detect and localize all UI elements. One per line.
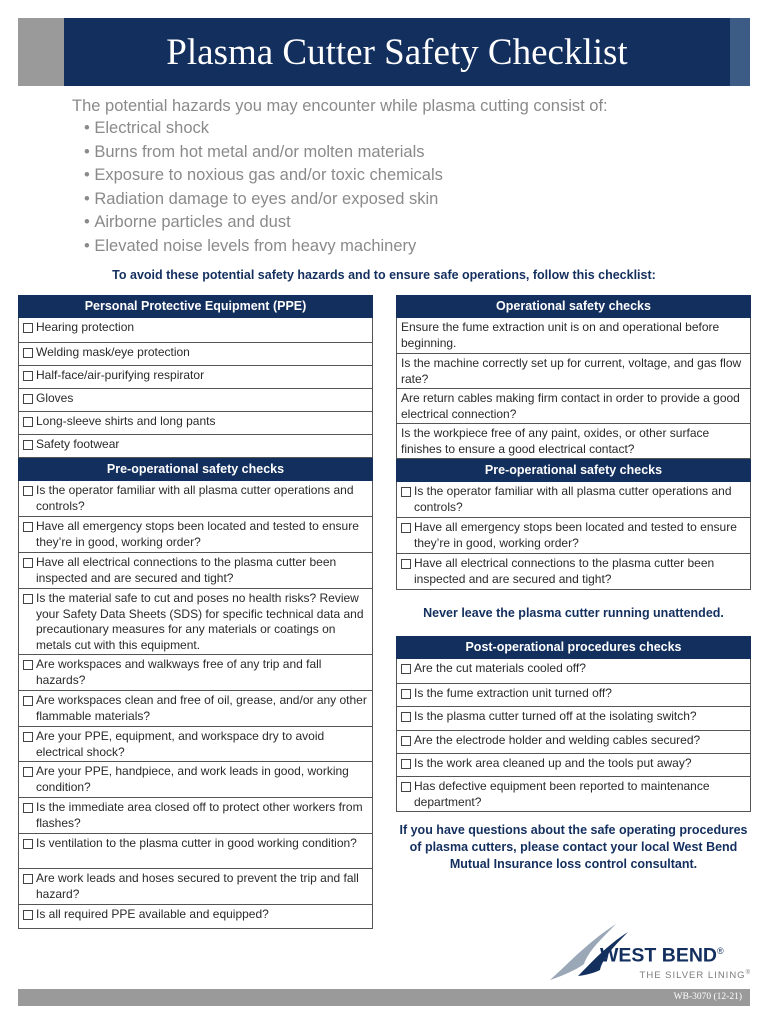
post-op-item: Are the electrode holder and welding cables secured? (401, 733, 746, 749)
pre-op-item: Are work leads and hoses secured to prevent the trip and fall hazard? (23, 871, 368, 902)
left-column (18, 295, 373, 929)
logo-tagline-mark: ® (745, 970, 751, 976)
hazards-intro: The potential hazards you may encounter while plasma cutting consist of: (72, 97, 608, 115)
post-operational-column (396, 636, 751, 812)
ppe-item: Half-face/air-purifying respirator (23, 368, 368, 384)
checklist-row[interactable] (397, 706, 750, 730)
pre-op-item: Is all required PPE available and equipped? (23, 907, 368, 923)
pre-op-item: Have all electrical connections to the plasma cutter been inspected and are secured and tight? (401, 556, 746, 587)
checklist-row[interactable] (19, 690, 372, 726)
operational-item: Ensure the fume extraction unit is on and operational before beginning. (401, 320, 720, 350)
post-operational-header: Post-operational procedures checks (396, 636, 751, 659)
checklist-row[interactable] (19, 388, 372, 411)
form-code: WB-3070 (12-21) (673, 992, 742, 1002)
hazard-item: • Airborne particles and dust (84, 211, 443, 235)
checklist-row[interactable] (19, 516, 372, 552)
contact-note: If you have questions about the safe operating procedures of plasma cutters, please contact your local West Bend Mutual Insurance loss control consultant. (399, 823, 748, 871)
post-op-item: Are the cut materials cooled off? (401, 661, 746, 677)
hazard-item: • Burns from hot metal and/or molten materials (84, 141, 443, 165)
ppe-item: Hearing protection (23, 320, 368, 336)
checklist-row[interactable] (19, 318, 372, 342)
checklist-row[interactable] (397, 659, 750, 683)
west-bend-logo (548, 918, 753, 988)
checklist-row[interactable] (397, 776, 750, 811)
pre-op-item: Is the operator familiar with all plasma cutter operations and controls? (23, 483, 368, 514)
checklist-row[interactable] (19, 552, 372, 588)
checklist-row[interactable] (397, 517, 750, 553)
hazard-item: • Radiation damage to eyes and/or exposed skin (84, 188, 443, 212)
pre-op-item: Are workspaces clean and free of oil, grease, and/or any other flammable materials? (23, 693, 368, 724)
operational-item: Is the workpiece free of any paint, oxides, or other surface finishes to ensure a good electrical contact? (397, 423, 750, 458)
checklist-row[interactable] (19, 868, 372, 904)
checklist-row[interactable] (19, 761, 372, 797)
post-op-item: Is the fume extraction unit turned off? (401, 686, 746, 702)
operational-section (396, 318, 751, 459)
pre-operational-section-right (396, 482, 751, 590)
checklist-instruction: To avoid these potential safety hazards and to ensure safe operations, follow this checklist: (112, 268, 656, 282)
pre-op-item: Are your PPE, handpiece, and work leads in good, working condition? (23, 764, 368, 795)
checklist-row[interactable] (397, 753, 750, 776)
post-op-item: Is the work area cleaned up and the tools put away? (401, 756, 746, 772)
checklist-row[interactable] (397, 553, 750, 589)
pre-op-item: Is the operator familiar with all plasma cutter operations and controls? (401, 484, 746, 515)
checklist-row[interactable] (19, 833, 372, 868)
checklist-row[interactable] (19, 904, 372, 928)
right-column (396, 295, 751, 590)
pre-op-item: Are your PPE, equipment, and workspace dry to avoid electrical shock? (23, 729, 368, 760)
ppe-item: Safety footwear (23, 437, 368, 453)
hazard-item: • Elevated noise levels from heavy machinery (84, 235, 443, 259)
logo-tagline: THE SILVER LINING (639, 970, 746, 982)
checklist-row[interactable] (19, 481, 372, 516)
ppe-item: Welding mask/eye protection (23, 345, 368, 361)
pre-op-item: Have all electrical connections to the plasma cutter been inspected and are secured and tight? (23, 555, 368, 586)
operational-item: Are return cables making firm contact in order to provide a good electrical connection? (397, 388, 750, 423)
pre-op-item: Is the immediate area closed off to protect other workers from flashes? (23, 800, 368, 831)
operational-item: Is the machine correctly set up for current, voltage, and gas flow rate? (397, 353, 750, 388)
pre-op-item: Is ventilation to the plasma cutter in good working condition? (23, 836, 368, 852)
checklist-row[interactable] (397, 482, 750, 517)
ppe-item: Gloves (23, 391, 368, 407)
checklist-row[interactable] (19, 365, 372, 388)
pre-op-item: Have all emergency stops been located and tested to ensure they’re in good, working order? (401, 520, 746, 551)
pre-operational-header-right: Pre-operational safety checks (396, 459, 751, 482)
ppe-item: Long-sleeve shirts and long pants (23, 414, 368, 430)
header-accent-block (730, 18, 750, 86)
hazards-list (84, 117, 443, 258)
pre-op-item: Have all emergency stops been located and tested to ensure they’re in good, working order? (23, 519, 368, 550)
pre-operational-header-left: Pre-operational safety checks (18, 458, 373, 481)
pre-operational-section-left (18, 481, 373, 929)
logo-registered-mark: ® (717, 946, 724, 956)
page-title: Plasma Cutter Safety Checklist (166, 32, 628, 73)
checklist-row[interactable] (397, 730, 750, 753)
footer-bar (18, 989, 750, 1006)
pre-op-item: Are workspaces and walkways free of any trip and fall hazards? (23, 657, 368, 688)
header-gray-block (18, 18, 64, 86)
checklist-row[interactable] (19, 654, 372, 690)
ppe-section (18, 318, 373, 458)
checklist-row[interactable] (19, 411, 372, 434)
pre-op-item: Is the material safe to cut and poses no health risks? Review your Safety Data Sheets (SDS) for specific technical data and precautionary measures for any materials or coatings on metals cut with this equipment. (23, 591, 368, 653)
checklist-row[interactable] (19, 342, 372, 365)
checklist-row[interactable] (19, 434, 372, 457)
operational-section-header: Operational safety checks (396, 295, 751, 318)
checklist-row[interactable] (19, 726, 372, 761)
post-operational-section (396, 659, 751, 812)
checklist-row[interactable] (397, 683, 750, 706)
checklist-row[interactable] (19, 797, 372, 833)
hazard-item: • Exposure to noxious gas and/or toxic chemicals (84, 164, 443, 188)
post-op-item: Has defective equipment been reported to maintenance department? (401, 779, 746, 810)
ppe-section-header: Personal Protective Equipment (PPE) (18, 295, 373, 318)
logo-wordmark: WEST BEND (600, 944, 717, 967)
unattended-warning: Never leave the plasma cutter running unattended. (423, 606, 724, 620)
hazard-item: • Electrical shock (84, 117, 443, 141)
checklist-row[interactable] (19, 588, 372, 654)
post-op-item: Is the plasma cutter turned off at the isolating switch? (401, 709, 746, 725)
